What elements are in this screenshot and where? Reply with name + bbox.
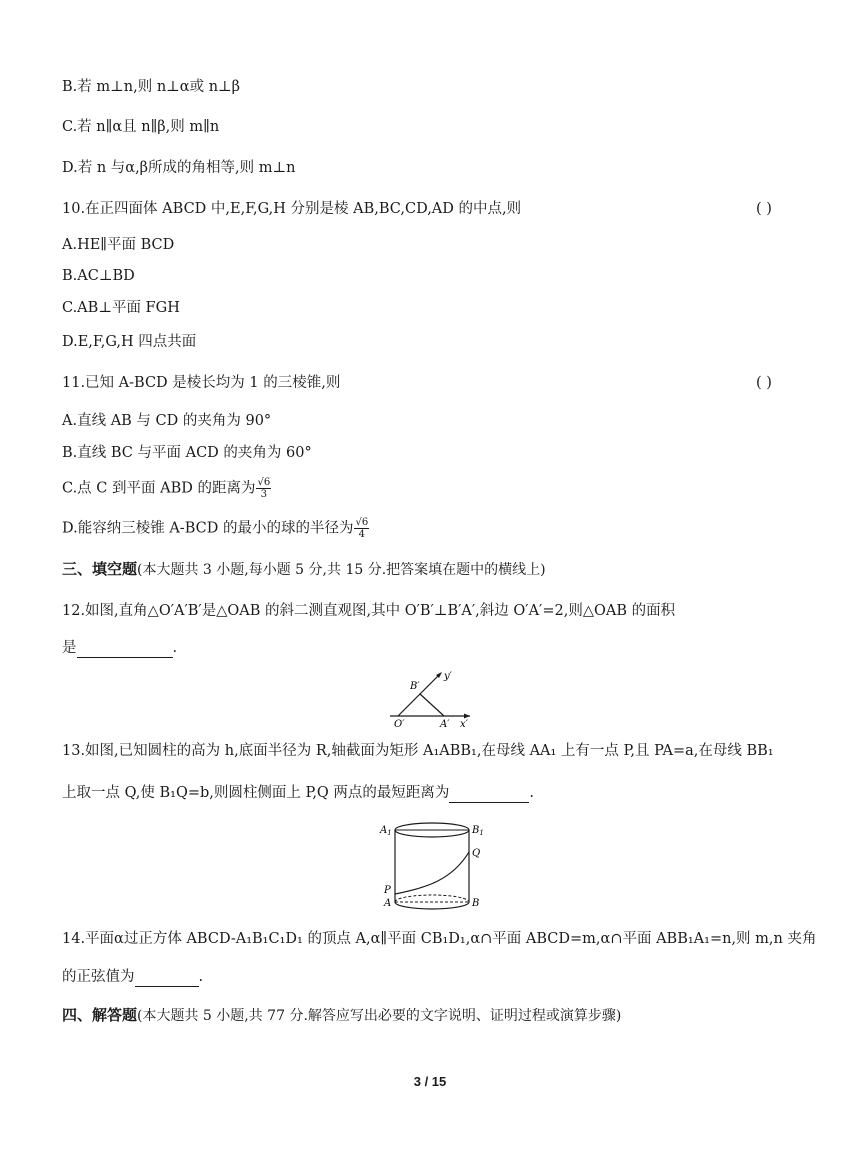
fig12-label-a: A′ [440, 719, 450, 728]
section-3-note: (本大题共 3 小题,每小题 5 分,共 15 分.把答案填在题中的横线上) [137, 562, 546, 578]
question-12-line-2 [62, 638, 177, 658]
fig12-label-o: O′ [394, 719, 405, 728]
question-9-option-d: D.若 n 与α,β所成的角相等,则 m⊥n [62, 160, 296, 176]
page-number-footer: 3 / 15 [413, 1074, 447, 1089]
section-3-heading [62, 559, 546, 580]
question-14-text: 的正弦值为 [62, 969, 135, 985]
fraction-sqrt6-over-3: $\frac{√6}{3}$ [257, 477, 271, 500]
question-13-period: . [529, 785, 535, 801]
question-13-answer-blank[interactable] [449, 786, 529, 803]
fraction-sqrt6-over-4: $\frac{√6}{4}$ [355, 517, 369, 540]
question-10-stem: 10.在正四面体 ABCD 中,E,F,G,H 分别是棱 AB,BC,CD,AD 的中点,则 [62, 201, 522, 217]
question-14-line-1: 14.平面α过正方体 ABCD-A₁B₁C₁D₁ 的顶点 A,α∥平面 CB₁D₁,α∩平面 ABCD=m,α∩平面 ABB₁A₁=n,则 m,n 夹角 [62, 931, 817, 947]
fig12-label-b: B′ [410, 681, 420, 692]
question-10-option-d: D.E,F,G,H 四点共面 [62, 334, 197, 350]
question-14-period: . [198, 969, 204, 985]
question-11-option-c-text: C.点 C 到平面 ABD 的距离为 [62, 480, 256, 497]
question-12-prefix: 是 [62, 640, 77, 656]
fig12-label-y: y′ [444, 671, 452, 682]
section-3-title: 三、填空题 [62, 560, 138, 578]
figure-12-oblique-triangle [384, 670, 484, 728]
question-13-line-2 [62, 783, 534, 803]
question-10-option-a: A.HE∥平面 BCD [62, 237, 175, 253]
fig13-label-p: P [384, 885, 391, 896]
question-10-option-c: C.AB⊥平面 FGH [62, 300, 180, 316]
question-9-option-b: B.若 m⊥n,则 n⊥α或 n⊥β [62, 79, 241, 95]
fig13-label-b: B [472, 898, 480, 909]
question-11-option-d [62, 517, 369, 540]
question-11-stem: 11.已知 A-BCD 是棱长均为 1 的三棱锥,则 [62, 375, 341, 391]
question-14-answer-blank[interactable] [135, 970, 199, 987]
question-14-line-2 [62, 967, 203, 987]
section-4-heading [62, 1005, 621, 1026]
question-11-option-a: A.直线 AB 与 CD 的夹角为 90° [62, 413, 272, 429]
question-9-option-c: C.若 n∥α且 n∥β,则 m∥n [62, 119, 220, 135]
section-4-title: 四、解答题 [62, 1006, 138, 1024]
question-13-line-1: 13.如图,已知圆柱的高为 h,底面半径为 R,轴截面为矩形 A₁ABB₁,在母线 AA₁ 上有一点 P,且 PA=a,在母线 BB₁ [62, 743, 774, 759]
question-13-text: 上取一点 Q,使 B₁Q=b,则圆柱侧面上 P,Q 两点的最短距离为 [62, 785, 450, 801]
question-12-period: . [172, 640, 178, 656]
fig13-label-b1: $B_1$ [472, 825, 484, 837]
question-11-answer-paren: ( ) [756, 375, 772, 391]
question-10-answer-paren: ( ) [756, 201, 772, 217]
fig13-label-q: Q [472, 848, 481, 859]
figure-13-cylinder [378, 818, 488, 914]
fig13-label-a1: $A_1$ [380, 825, 392, 837]
fig12-label-x: x′ [460, 719, 468, 728]
question-11-option-c [62, 477, 271, 500]
question-12-answer-blank[interactable] [77, 641, 173, 658]
fig13-label-a: A [384, 898, 392, 909]
section-4-note: (本大题共 5 小题,共 77 分.解答应写出必要的文字说明、证明过程或演算步骤) [137, 1008, 622, 1024]
question-10-option-b: B.AC⊥BD [62, 268, 135, 284]
question-11-option-b: B.直线 BC 与平面 ACD 的夹角为 60° [62, 445, 312, 461]
question-12-line-1: 12.如图,直角△O′A′B′是△OAB 的斜二测直观图,其中 O′B′⊥B′A′,斜边 O′A′=2,则△OAB 的面积 [62, 603, 676, 619]
question-11-option-d-text: D.能容纳三棱锥 A-BCD 的最小的球的半径为 [62, 520, 354, 537]
